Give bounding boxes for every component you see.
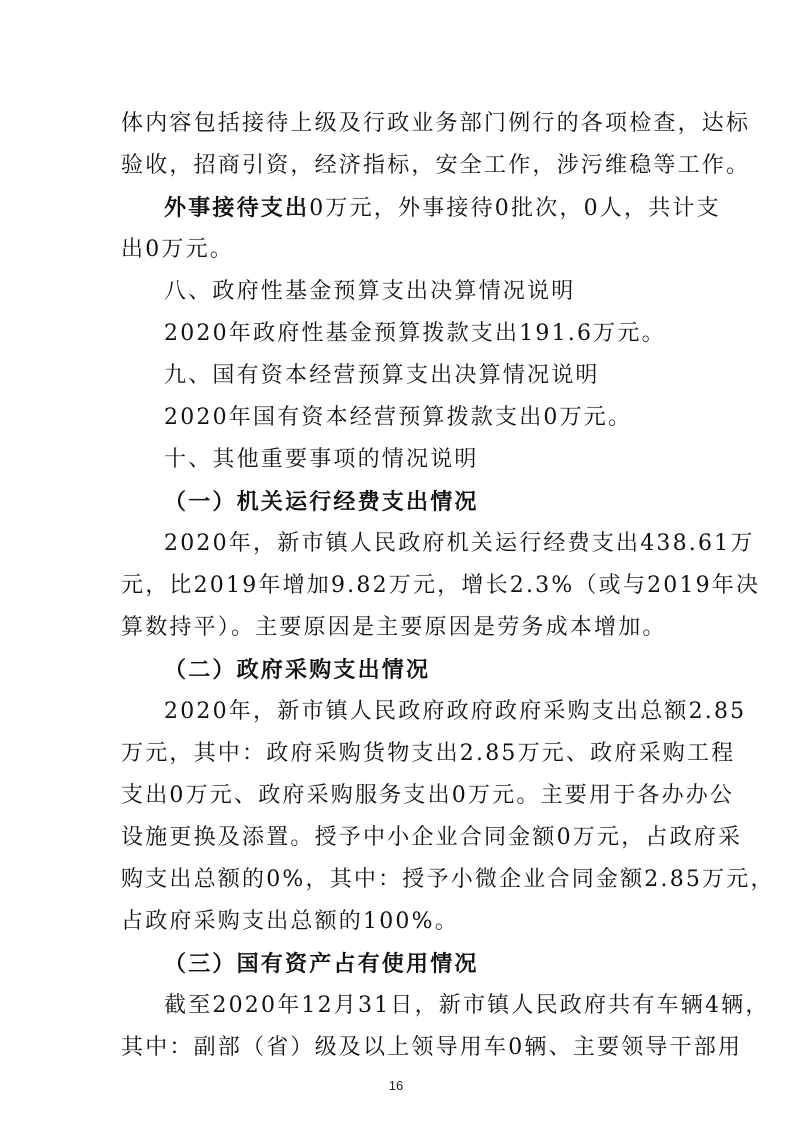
body-text-line: 占政府采购支出总额的100%。: [121, 909, 459, 934]
subsection-heading-1: （一）机关运行经费支出情况: [164, 489, 479, 515]
foreign-reception-line: [164, 187, 724, 229]
foreign-reception-label: 外事接待支出: [164, 195, 310, 221]
body-text-line: 2020年国有资本经营预算拨款支出0万元。: [164, 405, 633, 430]
body-text-line: 其中：副部（省）级及以上领导用车0辆、主要领导干部用: [121, 1035, 743, 1060]
body-text-line: 2020年，新市镇人民政府政府政府采购支出总额2.85: [164, 699, 747, 724]
page-number: 16: [388, 1078, 404, 1093]
body-text-line: 截至2020年12月31日，新市镇人民政府共有车辆4辆，: [164, 993, 770, 1018]
body-text-line: 出0万元。: [121, 237, 234, 262]
body-text-line: 算数持平）。主要原因是主要原因是劳务成本增加。: [121, 615, 667, 640]
subsection-heading-3: （三）国有资产占有使用情况: [164, 951, 479, 977]
section-heading-8: 八、政府性基金预算支出决算情况说明: [164, 279, 576, 304]
body-text-line: 验收，招商引资，经济指标，安全工作，涉污维稳等工作。: [121, 153, 751, 178]
section-heading-10: 十、其他重要事项的情况说明: [164, 447, 479, 472]
body-text-line: 体内容包括接待上级及行政业务部门例行的各项检查，达标: [121, 111, 751, 136]
body-text-line: 购支出总额的0%，其中：授予小微企业合同金额2.85万元，: [121, 867, 775, 892]
section-heading-9: 九、国有资本经营预算支出决算情况说明: [164, 363, 600, 388]
body-text-line: 2020年，新市镇人民政府机关运行经费支出438.61万: [164, 531, 755, 556]
body-text-line: 支出0万元、政府采购服务支出0万元。主要用于各办办公: [121, 783, 735, 808]
body-text-line: 2020年政府性基金预算拨款支出191.6万元。: [164, 321, 666, 346]
body-text-line: 万元，其中：政府采购货物支出2.85万元、政府采购工程: [121, 741, 736, 766]
foreign-reception-text: 0万元，外事接待0批次，0人，共计支: [309, 196, 721, 221]
body-text-line: 设施更换及添置。授予中小企业合同金额0万元，占政府采: [121, 825, 743, 850]
subsection-heading-2: （二）政府采购支出情况: [164, 657, 431, 683]
body-text-line: 元，比2019年增加9.82万元，增长2.3%（或与2019年决: [121, 573, 761, 598]
